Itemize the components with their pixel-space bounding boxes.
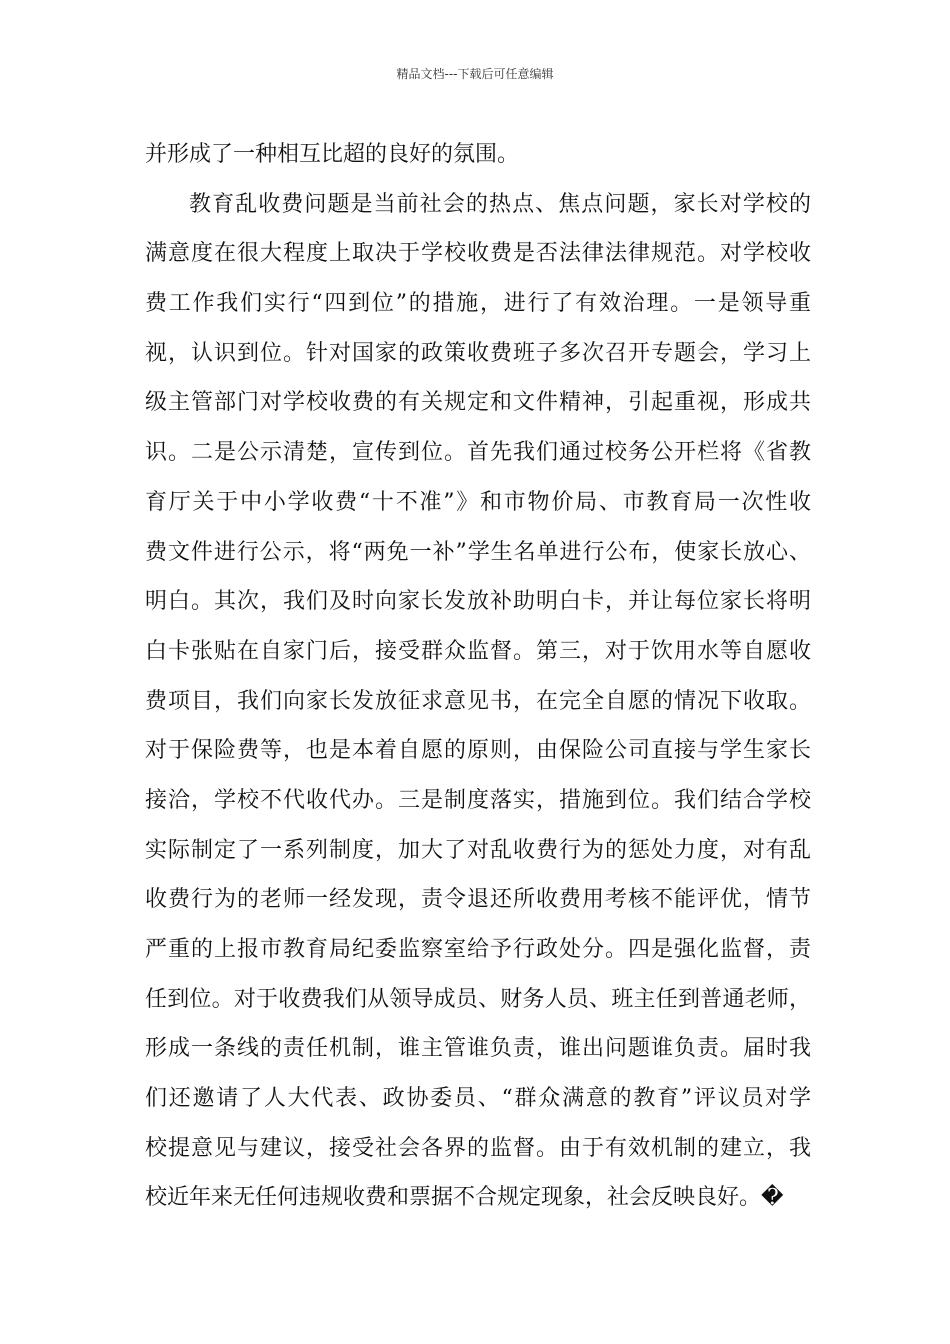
text-line: 费项目，我们向家长发放征求意见书，在完全自愿的情况下收取。 (145, 688, 811, 714)
text-line: 校提意见与建议，接受社会各界的监督。由于有效机制的建立，我 (145, 1135, 811, 1161)
text-line: 费工作我们实行“四到位”的措施，进行了有效治理。一是领导重 (145, 291, 811, 317)
text-line: 级主管部门对学校收费的有关规定和文件精神，引起重视，形成共 (145, 390, 811, 416)
document-body (145, 130, 811, 1223)
text-line: 实际制定了一系列制度，加大了对乱收费行为的惩处力度，对有乱 (145, 837, 811, 863)
text-line: 满意度在很大程度上取决于学校收费是否法律法律规范。对学校收 (145, 241, 811, 267)
text-line: 任到位。对于收费我们从领导成员、财务人员、班主任到普通老师， (145, 986, 811, 1012)
text-line: 接洽，学校不代收代办。三是制度落实，措施到位。我们结合学校 (145, 787, 811, 813)
text-line: 育厅关于中小学收费“十不准”》和市物价局、市教育局一次性收 (145, 489, 811, 515)
page-header: 精品文档---下载后可任意编辑 (396, 67, 554, 81)
text-line: 费文件进行公示，将“两免一补”学生名单进行公布，使家长放心、 (145, 539, 811, 565)
text-line: 白卡张贴在自家门后，接受群众监督。第三，对于饮用水等自愿收 (145, 638, 811, 664)
text-line: 并形成了一种相互比超的良好的氛围。 (145, 142, 520, 167)
text-line: 收费行为的老师一经发现，责令退还所收费用考核不能评优，情节 (145, 887, 811, 913)
text-line: 明白。其次，我们及时向家长发放补助明白卡，并让每位家长将明 (145, 589, 811, 615)
text-line: 形成一条线的责任机制，谁主管谁负责，谁出问题谁负责。届时我 (145, 1036, 811, 1062)
text-line: 对于保险费等，也是本着自愿的原则，由保险公司直接与学生家长 (145, 738, 811, 764)
text-line: 严重的上报市教育局纪委监察室给予行政处分。四是强化监督，责 (145, 937, 811, 962)
text-line: 识。二是公示清楚，宣传到位。首先我们通过校务公开栏将《省教 (145, 440, 811, 466)
text-line: 们还邀请了人大代表、政协委员、“群众满意的教育”评议员对学 (145, 1086, 811, 1112)
text-line: 视，认识到位。针对国家的政策收费班子多次召开专题会，学习上 (145, 340, 811, 366)
text-line: 教育乱收费问题是当前社会的热点、焦点问题，家长对学校的 (189, 191, 811, 217)
text-line: 校近年来无任何违规收费和票据不合规定现象，社会反映良好。� (145, 1185, 784, 1211)
